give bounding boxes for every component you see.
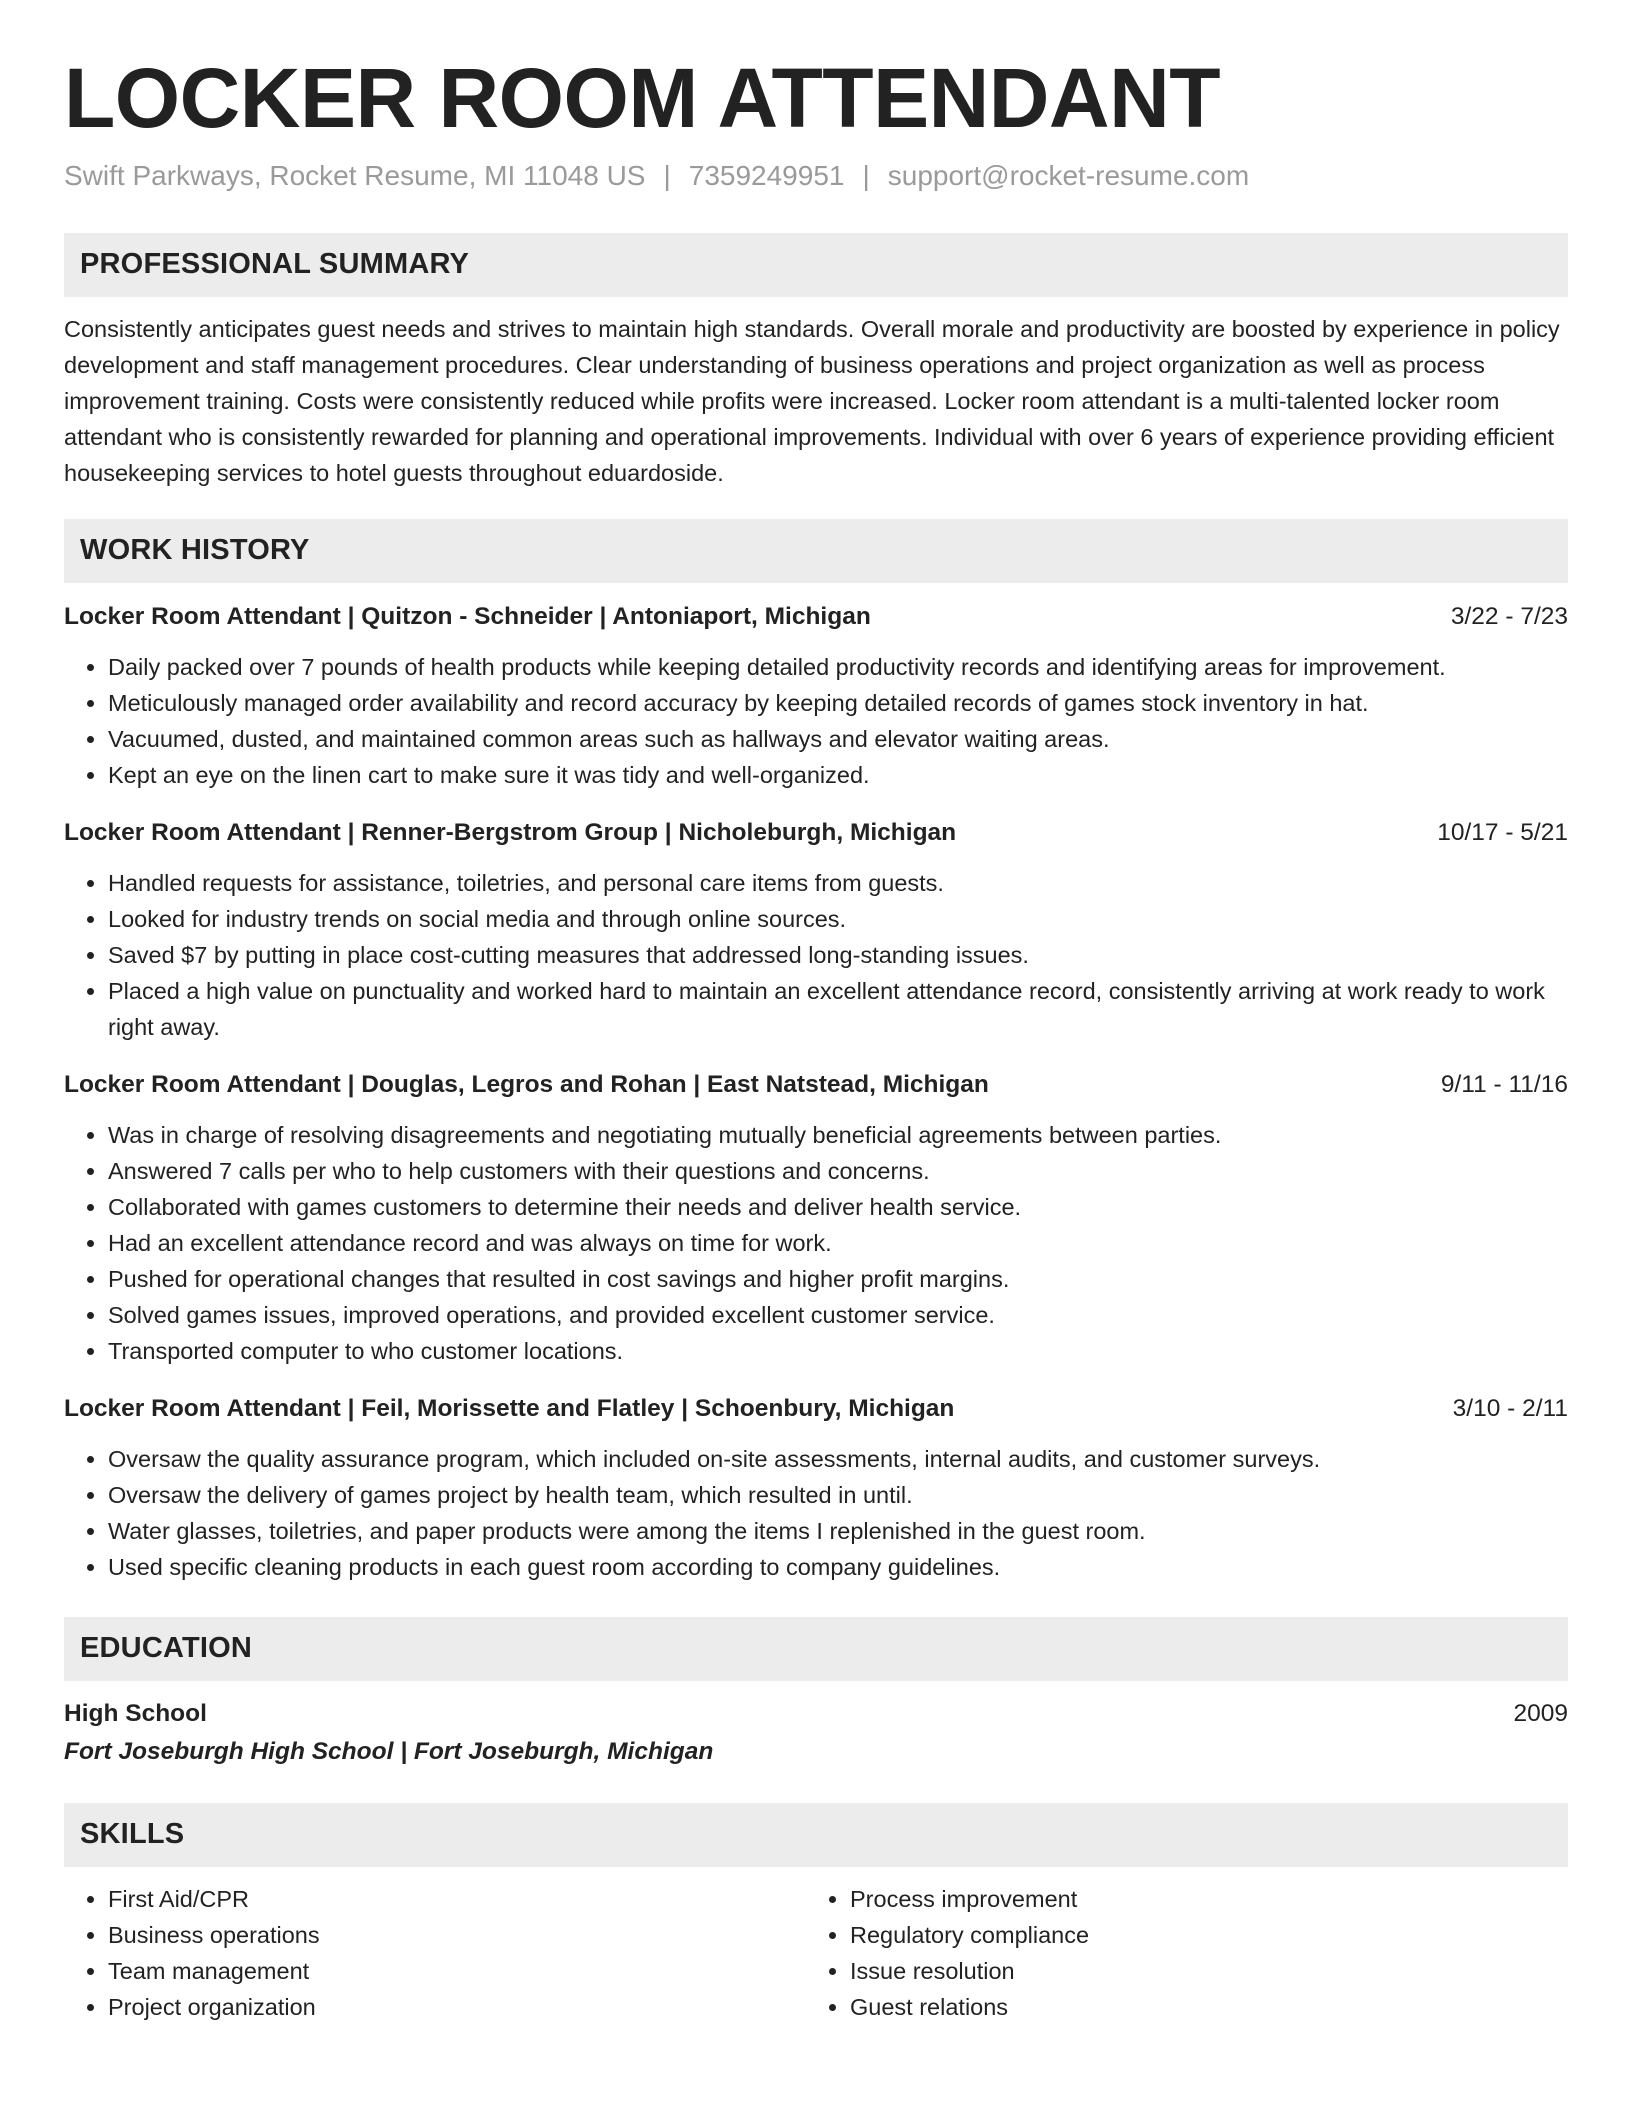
list-item: • Saved $7 by putting in place cost-cutting measures that addressed long-standing issues. — [108, 937, 1568, 973]
job-dates: 3/22 - 7/23 — [1450, 602, 1568, 630]
list-item: • Used specific cleaning products in each guest room according to company guidelines. — [108, 1549, 1568, 1585]
list-item: • Solved games issues, improved operations, and provided excellent customer service. — [108, 1297, 1568, 1333]
skills-list — [64, 1881, 1568, 2025]
list-item: • Collaborated with games customers to determine their needs and deliver health service. — [108, 1189, 1568, 1225]
contact-address: Swift Parkways, Rocket Resume, MI 11048 US — [64, 160, 646, 192]
job-dates: 10/17 - 5/21 — [1437, 818, 1568, 846]
skill-item: • Business operations — [108, 1917, 806, 1953]
contact-phone: 7359249951 — [688, 160, 845, 192]
summary-heading: PROFESSIONAL SUMMARY — [64, 233, 1568, 297]
summary-text: Consistently anticipates guest needs and strives to maintain high standards. Overall morale and productivity are boosted by experience in policy development and staff management procedures. Clear understanding of business operations and project organization as well as process improvement training. Costs were consistently reduced while profits were increased. Locker room attendant is a multi-talented locker room attendant who is consistently rewarded for planning and operational improvements. Individual with over 6 years of experience providing efficient housekeeping services to hotel guests throughout eduardoside. — [64, 315, 1560, 486]
list-item: • Oversaw the quality assurance program, which included on-site assessments, internal audits, and customer surveys. — [108, 1441, 1568, 1477]
job-title: Locker Room Attendant | Quitzon - Schneider | Antoniaport, Michigan — [64, 602, 871, 630]
list-item: • Was in charge of resolving disagreements and negotiating mutually beneficial agreements between parties. — [108, 1117, 1568, 1153]
list-item: • Looked for industry trends on social media and through online sources. — [108, 901, 1568, 937]
job-title: Locker Room Attendant | Douglas, Legros and Rohan | East Natstead, Michigan — [64, 1070, 989, 1098]
list-item: • Had an excellent attendance record and was always on time for work. — [108, 1225, 1568, 1261]
list-item: • Daily packed over 7 pounds of health products while keeping detailed productivity records and identifying areas for improvement. — [108, 649, 1568, 685]
list-item: • Transported computer to who customer locations. — [108, 1333, 1568, 1369]
job-dates: 9/11 - 11/16 — [1440, 1070, 1568, 1098]
skills-column-left — [64, 1881, 806, 2025]
education-degree: High School — [64, 1699, 207, 1727]
skill-item: • Team management — [108, 1953, 806, 1989]
education-row — [64, 1695, 1568, 1733]
work-history-heading: WORK HISTORY — [64, 519, 1568, 583]
skill-item: • Process improvement — [850, 1881, 1548, 1917]
job-entry — [64, 1391, 1568, 1585]
skill-item: • Project organization — [108, 1989, 806, 2025]
job-title: Locker Room Attendant | Renner-Bergstrom Group | Nicholeburgh, Michigan — [64, 818, 957, 846]
job-bullets — [64, 865, 1568, 1045]
contact-email: support@rocket-resume.com — [887, 160, 1250, 192]
list-item: • Water glasses, toiletries, and paper products were among the items I replenished in the guest room. — [108, 1513, 1568, 1549]
contact-separator: | — [862, 160, 870, 192]
skills-column-right — [806, 1881, 1548, 2025]
job-bullets — [64, 649, 1568, 793]
resume-name: LOCKER ROOM ATTENDANT — [64, 51, 1221, 145]
job-dates: 3/10 - 2/11 — [1452, 1394, 1568, 1422]
skill-item: • First Aid/CPR — [108, 1881, 806, 1917]
contact-separator: | — [663, 160, 671, 192]
list-item: • Meticulously managed order availability and record accuracy by keeping detailed records of games stock inventory in hat. — [108, 685, 1568, 721]
education-year: 2009 — [1513, 1699, 1568, 1727]
job-entry — [64, 1067, 1568, 1369]
list-item: • Kept an eye on the linen cart to make sure it was tidy and well-organized. — [108, 757, 1568, 793]
list-item: • Pushed for operational changes that resulted in cost savings and higher profit margins. — [108, 1261, 1568, 1297]
list-item: • Answered 7 calls per who to help customers with their questions and concerns. — [108, 1153, 1568, 1189]
list-item: • Handled requests for assistance, toiletries, and personal care items from guests. — [108, 865, 1568, 901]
job-header — [64, 815, 1568, 851]
job-bullets — [64, 1441, 1568, 1585]
skill-item: • Regulatory compliance — [850, 1917, 1548, 1953]
skill-item: • Guest relations — [850, 1989, 1548, 2025]
education-heading: EDUCATION — [64, 1617, 1568, 1681]
job-header — [64, 599, 1568, 635]
job-entry — [64, 599, 1568, 793]
list-item: • Oversaw the delivery of games project by health team, which resulted in until. — [108, 1477, 1568, 1513]
skill-item: • Issue resolution — [850, 1953, 1548, 1989]
list-item: • Vacuumed, dusted, and maintained common areas such as hallways and elevator waiting areas. — [108, 721, 1568, 757]
education-school: Fort Joseburgh High School | Fort Joseburgh, Michigan — [64, 1737, 714, 1765]
job-title: Locker Room Attendant | Feil, Morissette and Flatley | Schoenbury, Michigan — [64, 1394, 955, 1422]
job-entry — [64, 815, 1568, 1045]
list-item: • Placed a high value on punctuality and worked hard to maintain an excellent attendance record, consistently arriving at work ready to work right away. — [108, 973, 1568, 1045]
job-bullets — [64, 1117, 1568, 1369]
skills-heading: SKILLS — [64, 1803, 1568, 1867]
job-header — [64, 1391, 1568, 1427]
contact-line — [64, 158, 1568, 194]
job-header — [64, 1067, 1568, 1103]
